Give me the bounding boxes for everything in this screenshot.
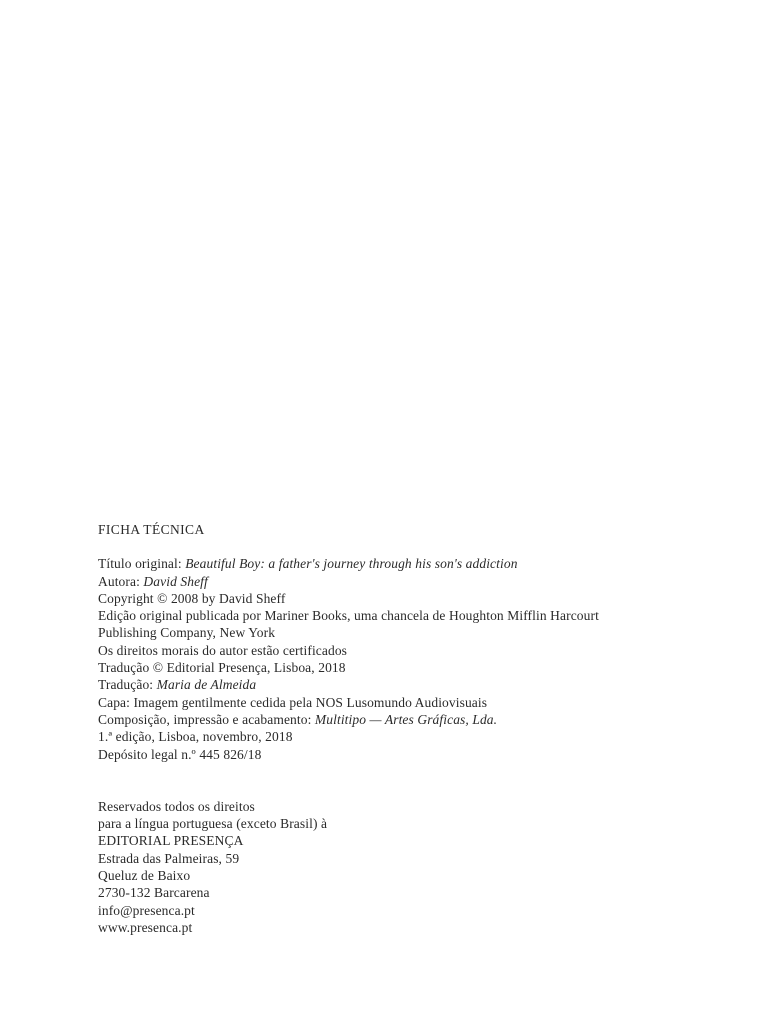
composition-value: Multitipo — Artes Gráficas, Lda. (314, 711, 498, 727)
author-line (98, 573, 738, 590)
original-title-line (98, 555, 738, 572)
author-value: David Sheff (143, 573, 208, 589)
composition-line (98, 711, 738, 728)
composition-label: Composição, impressão e acabamento: (98, 711, 315, 727)
publisher-name: EDITORIAL PRESENÇA (98, 833, 244, 849)
ficha-tecnica-details (98, 555, 738, 763)
language-line: para a língua portuguesa (exceto Brasil) à (98, 816, 328, 832)
original-edition-line-1: Edição original publicada por Mariner Books, uma chancela de Houghton Mifflin Harcourt (98, 608, 599, 624)
translation-copyright-line: Tradução © Editorial Presença, Lisboa, 2018 (98, 660, 346, 676)
publisher-website: www.presenca.pt (98, 919, 193, 935)
author-label: Autora: (98, 573, 144, 589)
publisher-email: info@presenca.pt (98, 902, 195, 918)
original-title-value: Beautiful Boy: a father's journey through his son's addiction (185, 556, 518, 572)
publisher-address (98, 798, 738, 936)
cover-line: Capa: Imagem gentilmente cedida pela NOS Lusomundo Audiovisuais (98, 694, 488, 710)
translator-line (98, 676, 738, 693)
edition-number-line: 1.ª edição, Lisboa, novembro, 2018 (98, 729, 293, 745)
moral-rights-line: Os direitos morais do autor estão certificados (98, 642, 348, 658)
translator-label: Tradução: (98, 677, 157, 693)
original-title-label: Título original: (98, 556, 186, 572)
legal-deposit-line: Depósito legal n.º 445 826/18 (98, 746, 262, 762)
copyright-line: Copyright © 2008 by David Sheff (98, 590, 286, 606)
rights-reserved-line: Reservados todos os direitos (98, 798, 255, 814)
publisher-street: Estrada das Palmeiras, 59 (98, 850, 240, 866)
publisher-locality: Queluz de Baixo (98, 868, 191, 884)
translator-value: Maria de Almeida (156, 677, 257, 693)
colophon (98, 521, 738, 936)
publisher-postal: 2730-132 Barcarena (98, 885, 210, 901)
original-edition-line-2: Publishing Company, New York (98, 625, 276, 641)
ficha-tecnica-heading: FICHA TÉCNICA (98, 522, 205, 537)
